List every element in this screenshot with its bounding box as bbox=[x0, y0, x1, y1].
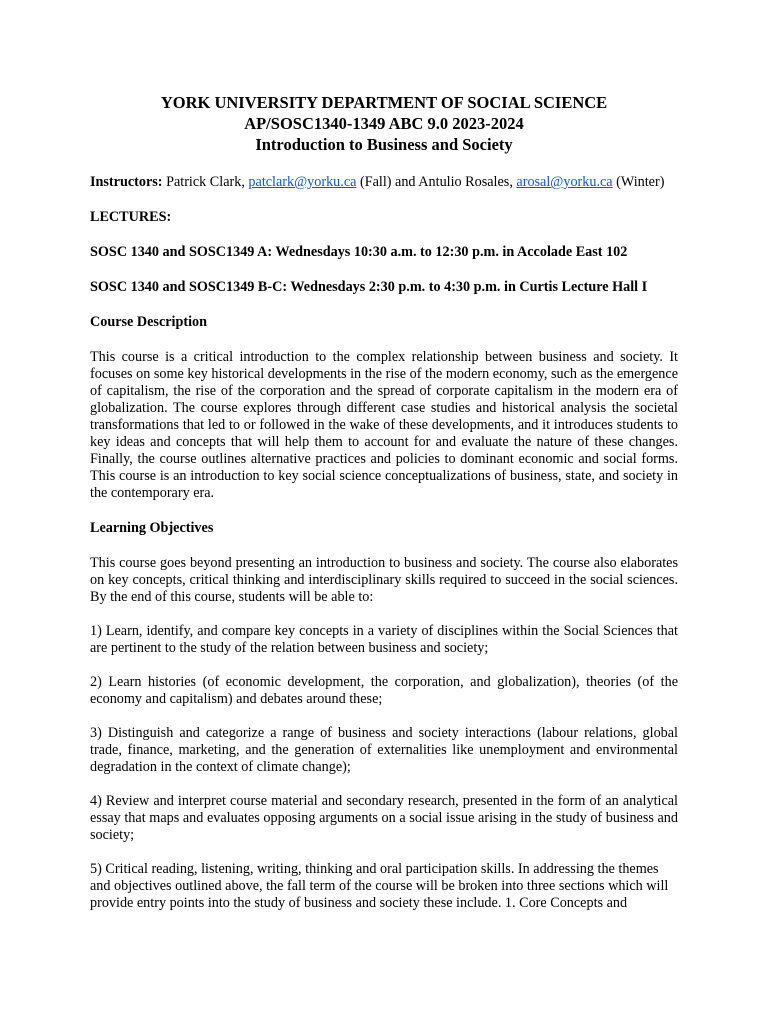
objective-item-5: 5) Critical reading, listening, writing, thinking and oral participation skills. In addressing the themes and objectives outlined above, the fall term of the course will be broken into three sections which will provide entry points into the study of business and society these include. 1. Core Concepts and bbox=[90, 861, 669, 911]
lectures-heading: LECTURES: bbox=[90, 209, 172, 225]
course-title: Introduction to Business and Society bbox=[255, 135, 513, 154]
instructor-1-email-link[interactable]: patclark@yorku.ca bbox=[248, 174, 357, 190]
learning-objectives-heading: Learning Objectives bbox=[90, 520, 214, 536]
course-description-body: This course is a critical introduction to the complex relationship between business and society. It focuses on some key historical developments in the rise of the modern economy, such as the emergence of capitalism, the rise of the corporation and the spread of corporate capitalism in the modern era of globalization. The course explores through different case studies and historical analysis the societal transformations that led to or followed in the wake of these developments, and it introduces students to key ideas and concepts that will help them to account for and evaluate the nature of these changes. Finally, the course outlines alternative practices and policies to dominant economic and social forms. This course is an introduction to key social science conceptualizations of business, state, and society in the contemporary era. bbox=[90, 349, 678, 501]
learning-objectives-intro: This course goes beyond presenting an introduction to business and society. The course also elaborates on key concepts, critical thinking and interdisciplinary skills required to succeed in the social sciences. By the end of this course, students will be able to: bbox=[90, 555, 678, 605]
course-code: AP/SOSC1340-1349 ABC 9.0 2023-2024 bbox=[244, 114, 524, 133]
objective-item-3: 3) Distinguish and categorize a range of business and society interactions (labour relations, global trade, finance, marketing, and the generation of externalities like unemployment and environmental degradation in the context of climate change); bbox=[90, 725, 678, 775]
instructor-1-term: (Fall) and Antulio Rosales, bbox=[356, 174, 517, 190]
document-page bbox=[90, 92, 678, 912]
instructor-1-name: Patrick Clark, bbox=[162, 174, 249, 190]
instructor-2-email-link[interactable]: arosal@yorku.ca bbox=[516, 174, 613, 190]
objective-item-2: 2) Learn histories (of economic development, the corporation, and globalization), theories (of the economy and capitalism) and debates around these; bbox=[90, 674, 678, 707]
lecture-section-bc: SOSC 1340 and SOSC1349 B-C: Wednesdays 2:30 p.m. to 4:30 p.m. in Curtis Lecture Hall I bbox=[90, 279, 648, 295]
instructors-label: Instructors: bbox=[90, 174, 163, 190]
objective-item-1: 1) Learn, identify, and compare key concepts in a variety of disciplines within the Social Sciences that are pertinent to the study of the relation between business and society; bbox=[90, 623, 678, 656]
instructor-2-term: (Winter) bbox=[612, 174, 665, 190]
department-title: YORK UNIVERSITY DEPARTMENT OF SOCIAL SCIENCE bbox=[160, 93, 608, 112]
course-description-heading: Course Description bbox=[90, 314, 208, 330]
instructors-line bbox=[90, 174, 678, 191]
objective-item-4: 4) Review and interpret course material and secondary research, presented in the form of an analytical essay that maps and evaluates opposing arguments on a social issue arising in the study of business and society; bbox=[90, 793, 678, 843]
lecture-section-a: SOSC 1340 and SOSC1349 A: Wednesdays 10:30 a.m. to 12:30 p.m. in Accolade East 102 bbox=[90, 244, 628, 260]
